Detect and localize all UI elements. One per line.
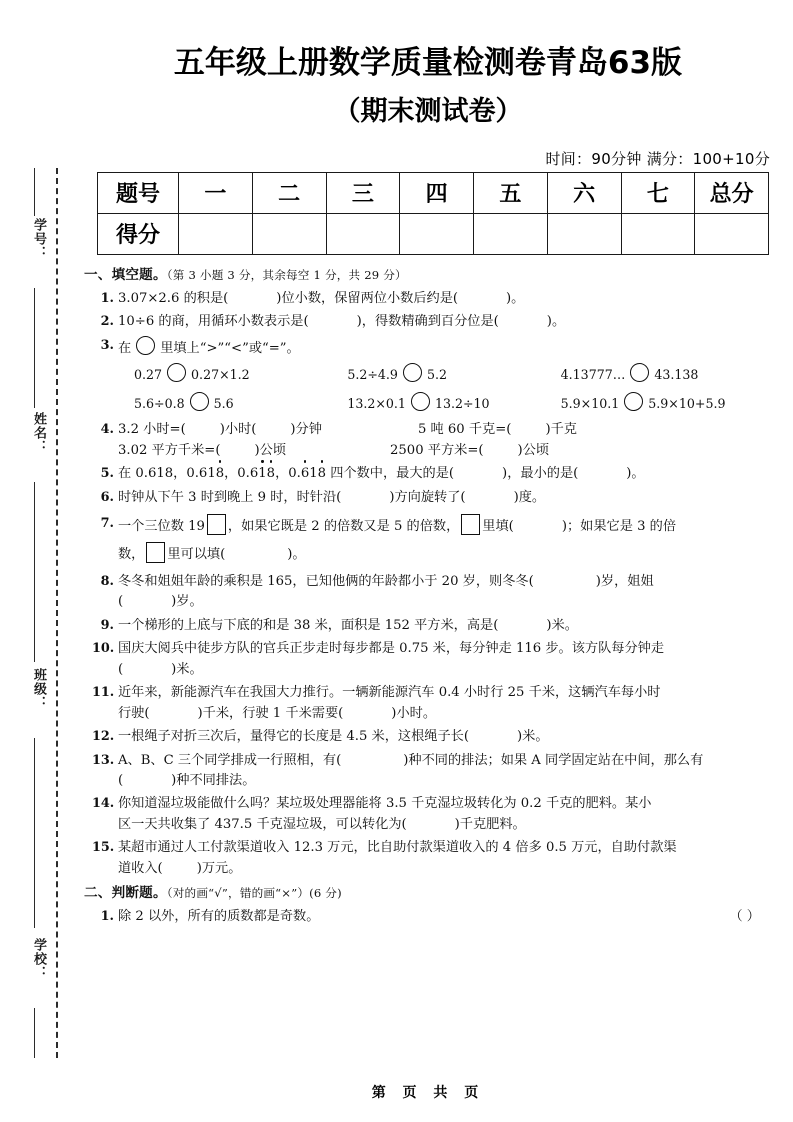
question-6-text-b: )方向旋转了( bbox=[389, 489, 466, 505]
questions-body bbox=[84, 265, 774, 928]
score-table-col-4: 四 bbox=[400, 172, 474, 213]
question-14 bbox=[92, 794, 774, 835]
score-cell-2[interactable] bbox=[252, 213, 326, 254]
question-7-text-c: 里填( bbox=[482, 519, 514, 535]
question-4 bbox=[92, 420, 774, 461]
question-10-number: 10. bbox=[92, 641, 115, 657]
seal-rule-5 bbox=[34, 1008, 35, 1058]
seal-label-student-id: 学号： bbox=[31, 218, 46, 260]
score-table-col-6: 六 bbox=[547, 172, 621, 213]
seal-dashed-line bbox=[56, 168, 58, 1058]
exam-page bbox=[78, 0, 778, 1122]
question-2-text-b: )，得数精确到百分位是( bbox=[356, 314, 499, 330]
question-9-text-a: 一个梯形的上底与下底的和是 38 米，面积是 152 平方米，高是( bbox=[118, 617, 499, 633]
question-7-text-g: )。 bbox=[287, 547, 306, 563]
question-5-prefix: 在 bbox=[118, 466, 136, 482]
question-8-number: 8. bbox=[100, 573, 114, 589]
question-7-text-d: )；如果它是 3 的倍 bbox=[561, 519, 677, 535]
seal-label-name: 姓名： bbox=[31, 412, 46, 454]
seal-rule-3 bbox=[34, 482, 35, 662]
question-6-text-a: 时钟从下午 3 时到晚上 9 时，时针沿( bbox=[118, 489, 342, 505]
compare-item-1-right: 0.27×1.2 bbox=[191, 367, 250, 383]
question-5-number-1: 0.618 bbox=[135, 466, 174, 482]
compare-item-2-left: 5.2÷4.9 bbox=[347, 367, 398, 383]
question-1-text-a: 3.07×2.6 的积是( bbox=[118, 290, 229, 306]
seal-rule-4 bbox=[34, 738, 35, 928]
judge-question-1-text: 除 2 以外，所有的质数都是奇数。 bbox=[118, 909, 320, 925]
question-9 bbox=[92, 616, 774, 636]
question-4-line1-a: 3.2 小时=( bbox=[118, 422, 186, 438]
question-8-text-a: 冬冬和姐姐年龄的乘积是 165，已知他俩的年龄都小于 20 岁，则冬冬( bbox=[118, 573, 534, 589]
table-row-scores bbox=[98, 213, 769, 254]
question-15 bbox=[92, 838, 774, 879]
question-13-text-c: ( bbox=[118, 773, 124, 788]
question-10-text-c: )米。 bbox=[171, 661, 203, 677]
question-13-text-d: )种不同排法。 bbox=[171, 773, 256, 788]
compare-item-4-left: 5.6÷0.8 bbox=[134, 395, 185, 411]
seal-label-class: 班级： bbox=[31, 668, 46, 710]
judge-question-1-number: 1. bbox=[100, 909, 114, 925]
question-12 bbox=[92, 727, 774, 747]
question-7-text-f: 里可以填( bbox=[167, 547, 226, 563]
answer-box-2[interactable] bbox=[461, 514, 480, 535]
question-5-number-4: 0.618 bbox=[288, 466, 326, 481]
question-7-text-b: ，如果它既是 2 的倍数又是 5 的倍数， bbox=[227, 519, 460, 535]
compare-item-1-left: 0.27 bbox=[134, 367, 163, 383]
page-subtitle: （期末测试卷） bbox=[333, 95, 523, 127]
score-cell-4[interactable] bbox=[400, 213, 474, 254]
score-cell-3[interactable] bbox=[326, 213, 400, 254]
score-table bbox=[97, 172, 769, 255]
question-2-text-c: )。 bbox=[546, 314, 566, 330]
score-table-col-3: 三 bbox=[326, 172, 400, 213]
question-4-line2-c: 2500 平方米=( bbox=[390, 442, 484, 458]
question-7-text-a: 一个三位数 19 bbox=[118, 519, 205, 535]
question-5-number-2: 0.618 bbox=[186, 466, 224, 481]
score-cell-5[interactable] bbox=[474, 213, 548, 254]
question-3-lead-a: 在 bbox=[118, 340, 132, 356]
question-10 bbox=[92, 639, 774, 680]
question-5-mid2: )，最小的是( bbox=[502, 466, 579, 482]
question-5: 5. 在 0.618，0.618，0.618，0.618 四个数中，最大的是( )，最小的是( )。 bbox=[92, 464, 774, 484]
question-12-number: 12. bbox=[92, 729, 115, 745]
question-5-number: 5. bbox=[100, 466, 114, 482]
seal-rule-1 bbox=[34, 168, 35, 216]
answer-box-3[interactable] bbox=[146, 542, 165, 563]
question-5-mid: 四个数中，最大的是( bbox=[326, 466, 455, 482]
table-row-question-numbers bbox=[98, 172, 769, 213]
compare-row-1 bbox=[134, 363, 774, 385]
student-info-strip bbox=[0, 0, 70, 1122]
score-cell-total[interactable] bbox=[695, 213, 769, 254]
question-7-number: 7. bbox=[100, 516, 114, 532]
score-cell-1[interactable] bbox=[179, 213, 253, 254]
compare-item-5-right: 13.2÷10 bbox=[434, 395, 490, 411]
compare-item-3-left: 4.13777… bbox=[560, 367, 626, 383]
question-15-text-a: 某超市通过人工付款渠道收入 12.3 万元，比自助付款渠道收入的 4 倍多 0.5 万元，自助付款渠 bbox=[118, 840, 677, 856]
seal-label-school: 学校： bbox=[31, 938, 46, 980]
question-12-text-b: )米。 bbox=[517, 729, 549, 745]
question-13-text-a: A、B、C 三个同学排成一行照相，有( bbox=[118, 752, 342, 768]
question-14-text-b: 区一天共收集了 437.5 千克湿垃圾，可以转化为( bbox=[118, 816, 407, 832]
score-table-col-7: 七 bbox=[621, 172, 695, 213]
question-14-text-c: )千克肥料。 bbox=[454, 816, 526, 832]
question-10-text-b: ( bbox=[118, 661, 124, 677]
compare-item-6-left: 5.9×10.1 bbox=[560, 395, 620, 411]
question-4-line1-b: )小时( bbox=[219, 422, 257, 438]
question-7-text-e: 数， bbox=[118, 547, 145, 563]
question-5-number-3: 0.618 bbox=[237, 466, 275, 481]
question-4-line2-a: 3.02 平方千米=( bbox=[118, 442, 221, 458]
question-14-text-a: 你知道湿垃圾能做什么吗？某垃圾处理器能将 3.5 千克湿垃圾转化为 0.2 千克的肥料。某小 bbox=[118, 796, 652, 812]
question-2-number: 2. bbox=[100, 314, 114, 330]
question-8 bbox=[92, 572, 774, 613]
question-9-text-b: )米。 bbox=[546, 617, 578, 633]
question-5-suffix: )。 bbox=[626, 466, 645, 482]
question-8-text-c: ( bbox=[118, 594, 124, 610]
compare-item-4 bbox=[134, 392, 347, 414]
question-13-number: 13. bbox=[92, 752, 115, 768]
question-14-number: 14. bbox=[92, 796, 115, 812]
question-4-line1-d: 5 吨 60 千克=( bbox=[417, 422, 512, 438]
question-15-text-c: )万元。 bbox=[196, 860, 242, 876]
question-11 bbox=[92, 683, 774, 724]
question-1-text-c: )。 bbox=[506, 290, 525, 306]
circle-icon-sample bbox=[136, 336, 155, 355]
score-cell-6[interactable] bbox=[547, 213, 621, 254]
question-3-number: 3. bbox=[100, 337, 114, 353]
compare-row-2 bbox=[134, 392, 774, 414]
question-4-number: 4. bbox=[100, 422, 114, 438]
compare-item-4-right: 5.6 bbox=[213, 395, 234, 411]
question-4-line1-e: )千克 bbox=[545, 422, 577, 438]
question-6 bbox=[92, 488, 774, 508]
score-table-col-total: 总分 bbox=[695, 172, 769, 213]
compare-item-6-right: 5.9×10+5.9 bbox=[648, 395, 726, 411]
compare-item-6 bbox=[561, 392, 774, 414]
compare-item-2-right: 5.2 bbox=[426, 367, 447, 383]
compare-item-5 bbox=[347, 392, 560, 414]
question-11-number: 11. bbox=[92, 685, 115, 701]
question-2 bbox=[92, 312, 774, 332]
question-3-lead-b: 里填上“>”“<”或“=”。 bbox=[160, 340, 300, 356]
question-2-text-a: 10÷6 的商，用循环小数表示是( bbox=[118, 314, 309, 330]
compare-item-1 bbox=[134, 363, 347, 385]
judge-question-1-answer-box[interactable]: （ ） bbox=[729, 909, 760, 925]
question-1-number: 1. bbox=[100, 290, 114, 306]
score-table-col-2: 二 bbox=[252, 172, 326, 213]
judge-question-1 bbox=[92, 907, 774, 927]
question-6-number: 6. bbox=[100, 489, 114, 505]
question-4-line2-b: )公顷 bbox=[254, 442, 287, 458]
score-table-col-5: 五 bbox=[474, 172, 548, 213]
compare-circle-4[interactable] bbox=[190, 392, 209, 411]
score-table-col-1: 一 bbox=[179, 172, 253, 213]
compare-circle-2[interactable] bbox=[403, 363, 422, 382]
question-13 bbox=[92, 751, 774, 792]
question-1 bbox=[92, 289, 774, 309]
compare-item-5-left: 13.2×0.1 bbox=[347, 395, 406, 411]
compare-circle-5[interactable] bbox=[411, 392, 430, 411]
compare-item-2 bbox=[347, 363, 560, 385]
question-15-number: 15. bbox=[92, 840, 115, 856]
question-3-compare-grid bbox=[134, 363, 774, 413]
section-heading-judge bbox=[84, 883, 774, 904]
score-cell-7[interactable] bbox=[621, 213, 695, 254]
section-2-points: （对的画“√”，错的画“×”）(6 分) bbox=[166, 886, 342, 901]
compare-circle-1[interactable] bbox=[167, 363, 186, 382]
question-6-text-c: )度。 bbox=[513, 489, 546, 505]
question-11-text-a: 近年来，新能源汽车在我国大力推行。一辆新能源汽车 0.4 小时行 25 千米，这辆汽车每小时 bbox=[118, 685, 661, 701]
question-12-text-a: 一根绳子对折三次后，量得它的长度是 4.5 米，这根绳子长( bbox=[118, 729, 469, 745]
page-title: 五年级上册数学质量检测卷青岛63版 bbox=[173, 45, 683, 81]
exam-meta-info: 时间：90分钟 满分：100+10分 bbox=[545, 149, 770, 168]
question-8-text-b: )岁，姐姐 bbox=[595, 573, 654, 589]
seal-rule-2 bbox=[34, 288, 35, 408]
question-3 bbox=[92, 336, 774, 413]
compare-item-3 bbox=[561, 363, 774, 385]
compare-circle-6[interactable] bbox=[624, 392, 643, 411]
score-table-row-label-qno: 题号 bbox=[98, 172, 179, 213]
question-11-text-c: )千米，行驶 1 千米需要( bbox=[197, 705, 344, 721]
page-footer: 第 页 共 页 bbox=[371, 1085, 485, 1101]
question-11-text-b: 行驶( bbox=[118, 705, 150, 721]
question-13-text-b: )种不同的排法；如果 A 同学固定站在中间，那么有 bbox=[403, 752, 704, 768]
question-7 bbox=[92, 514, 774, 566]
compare-item-3-right: 43.138 bbox=[654, 367, 699, 383]
question-15-text-b: 道收入( bbox=[118, 860, 163, 876]
section-2-title: 二、判断题。 bbox=[84, 885, 167, 902]
question-4-line2-d: )公顷 bbox=[517, 442, 550, 458]
score-table-row-label-score: 得分 bbox=[98, 213, 179, 254]
question-8-text-d: )岁。 bbox=[171, 594, 203, 610]
compare-circle-3[interactable] bbox=[630, 363, 649, 382]
answer-box-1[interactable] bbox=[207, 514, 226, 535]
section-heading-fill-blank bbox=[84, 265, 774, 286]
question-11-text-d: )小时。 bbox=[391, 705, 437, 721]
question-1-text-b: )位小数，保留两位小数后约是( bbox=[276, 290, 459, 306]
question-9-number: 9. bbox=[100, 617, 114, 633]
section-1-points: （第 3 小题 3 分，其余每空 1 分，共 29 分） bbox=[166, 267, 407, 282]
question-4-line1-c: )分钟 bbox=[290, 422, 322, 438]
section-1-title: 一、填空题。 bbox=[84, 266, 167, 283]
question-10-text-a: 国庆大阅兵中徒步方队的官兵正步走时每步都是 0.75 米，每分钟走 116 步。该方队每分钟走 bbox=[118, 641, 665, 657]
